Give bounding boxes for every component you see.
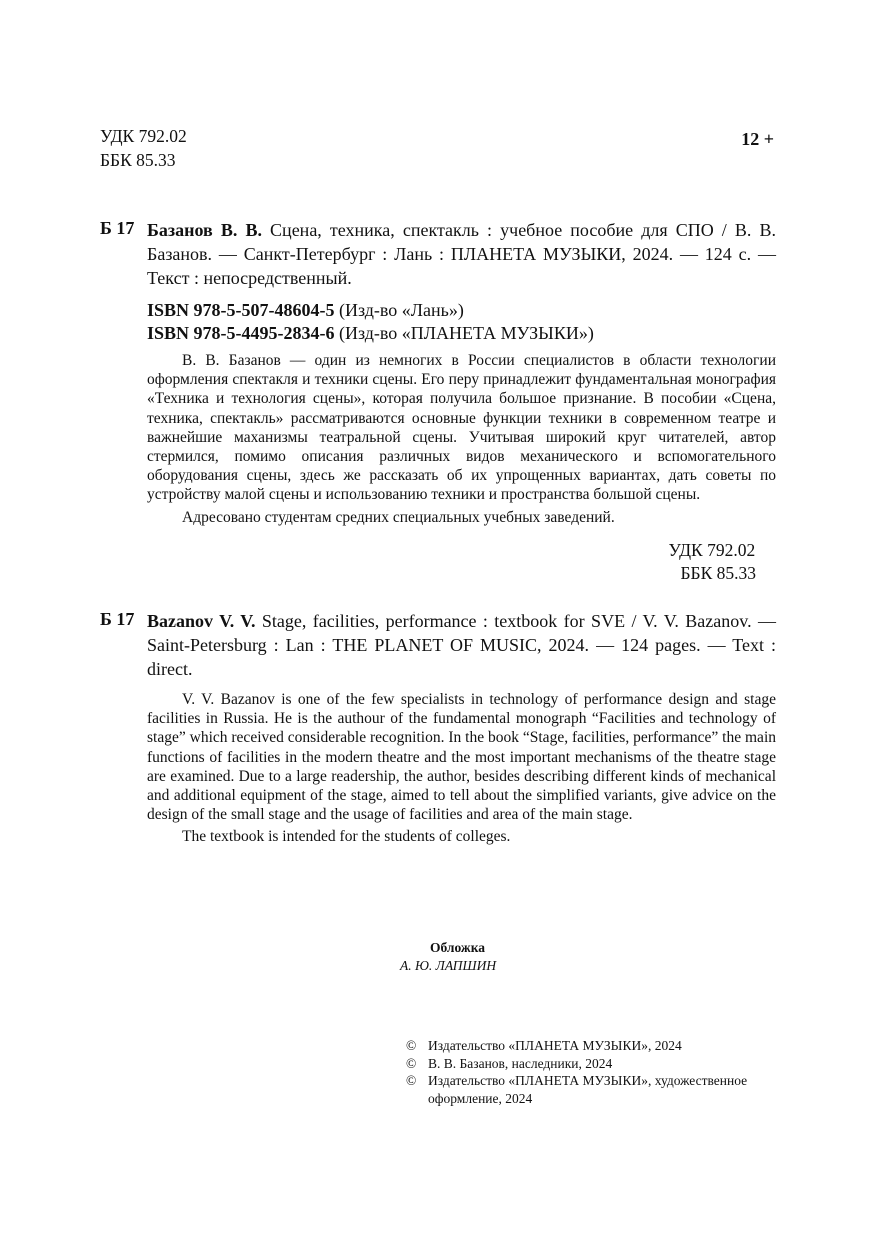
isbn-1: ISBN 978-5-507-48604-5 — [147, 300, 335, 320]
copyright-line — [406, 1055, 786, 1073]
isbn-2-publisher: (Изд-во «ПЛАНЕТА МУЗЫКИ») — [334, 323, 594, 343]
english-bibliographic-entry — [147, 609, 776, 681]
copyright-text: Издательство «ПЛАНЕТА МУЗЫКИ», 2024 — [428, 1038, 682, 1053]
english-abstract — [147, 690, 776, 847]
russian-bbk: ББК 85.33 — [680, 563, 756, 583]
english-author: Bazanov V. V. — [147, 611, 256, 631]
russian-record — [100, 218, 776, 583]
header-classification — [100, 124, 187, 172]
russian-title: Сцена, техника, спектакль : учебное пособие для СПО / В. В. Базанов. — Санкт-Петербург : Лань : ПЛАНЕТА МУЗЫКИ, 2024. — 124 с. — Текст : непосредственный. — [147, 220, 776, 288]
copyright-text: Издательство «ПЛАНЕТА МУЗЫКИ», художественное оформление, 2024 — [428, 1073, 748, 1106]
isbn-1-publisher: (Изд-во «Лань») — [334, 300, 464, 320]
russian-cipher: Б 17 — [100, 218, 135, 238]
copyright-text: В. В. Базанов, наследники, 2024 — [428, 1055, 613, 1071]
isbn-line-1 — [147, 299, 776, 322]
russian-bibliographic-entry — [147, 218, 776, 290]
isbn-2: ISBN 978-5-4495-2834-6 — [147, 323, 335, 343]
cover-label: Обложка — [430, 940, 486, 955]
copyright-line — [406, 1037, 786, 1055]
copyright-line — [406, 1072, 786, 1107]
english-audience: The textbook is intended for the students of colleges. — [182, 828, 511, 846]
russian-audience: Адресовано студентам средних специальных учебных заведений. — [182, 508, 615, 526]
copyright-block — [406, 1037, 786, 1107]
copyright-symbol: © — [406, 1038, 417, 1053]
copyright-symbol: © — [406, 1073, 417, 1088]
header-udk: УДК 792.02 — [100, 126, 187, 146]
english-abstract-text: V. V. Bazanov is one of the few specialists in technology of performance design and stage facilities in Russia. He is the authour of the fundamental monograph “Facilities and technology of stage” which received considerable recognition. In the book “Stage, facilities, performance” the main functions of facilities in the modern theatre and the most important mechanisms of the theatre stage are examined. Due to a large readership, the author, besides describing different kinds of mechanical and additional equipment of the stage, aimed to tell about the simplified variants, give advice on the design of the small stage and the usage of facilities and area of the main stage. — [147, 691, 776, 824]
russian-abstract-text: В. В. Базанов — один из немногих в России специалистов в области технологии оформления спектакля и техники сцены. Его перу принадлежит фундаментальная монография «Техника и технология сцены», которая получила большое признание. В пособии «Сцена, техника, спектакль» рассматриваются основные функции техники в современном театре и важнейшие маханизмы театральной сцены. Учитывая широкий круг читателей, автор стермился, помимо описания различных видов механического и вспомогательного оборудования сцены, здесь же рассказать об их упрощенных вариантах, дать советы по устройству малой сцены и использованию техники и пространства большой сцены. — [147, 352, 776, 504]
russian-classification — [668, 539, 756, 585]
russian-author: Базанов В. В. — [147, 220, 262, 240]
english-cipher: Б 17 — [100, 609, 135, 629]
age-rating: 12 + — [741, 129, 774, 149]
cover-artist: А. Ю. ЛАПШИН — [400, 958, 497, 973]
russian-isbn-list — [147, 299, 776, 345]
copyright-symbol: © — [406, 1055, 417, 1071]
russian-udk: УДК 792.02 — [668, 540, 756, 560]
header-bbk: ББК 85.33 — [100, 150, 176, 170]
isbn-line-2 — [147, 322, 776, 345]
russian-abstract — [147, 351, 776, 527]
english-record — [100, 609, 776, 847]
english-title: Stage, facilities, performance : textbook for SVE / V. V. Bazanov. — Saint-Petersburg : Lan : THE PLANET OF MUSIC, 2024. — 124 pages. — Text : direct. — [147, 611, 776, 679]
cover-credit — [400, 939, 496, 975]
